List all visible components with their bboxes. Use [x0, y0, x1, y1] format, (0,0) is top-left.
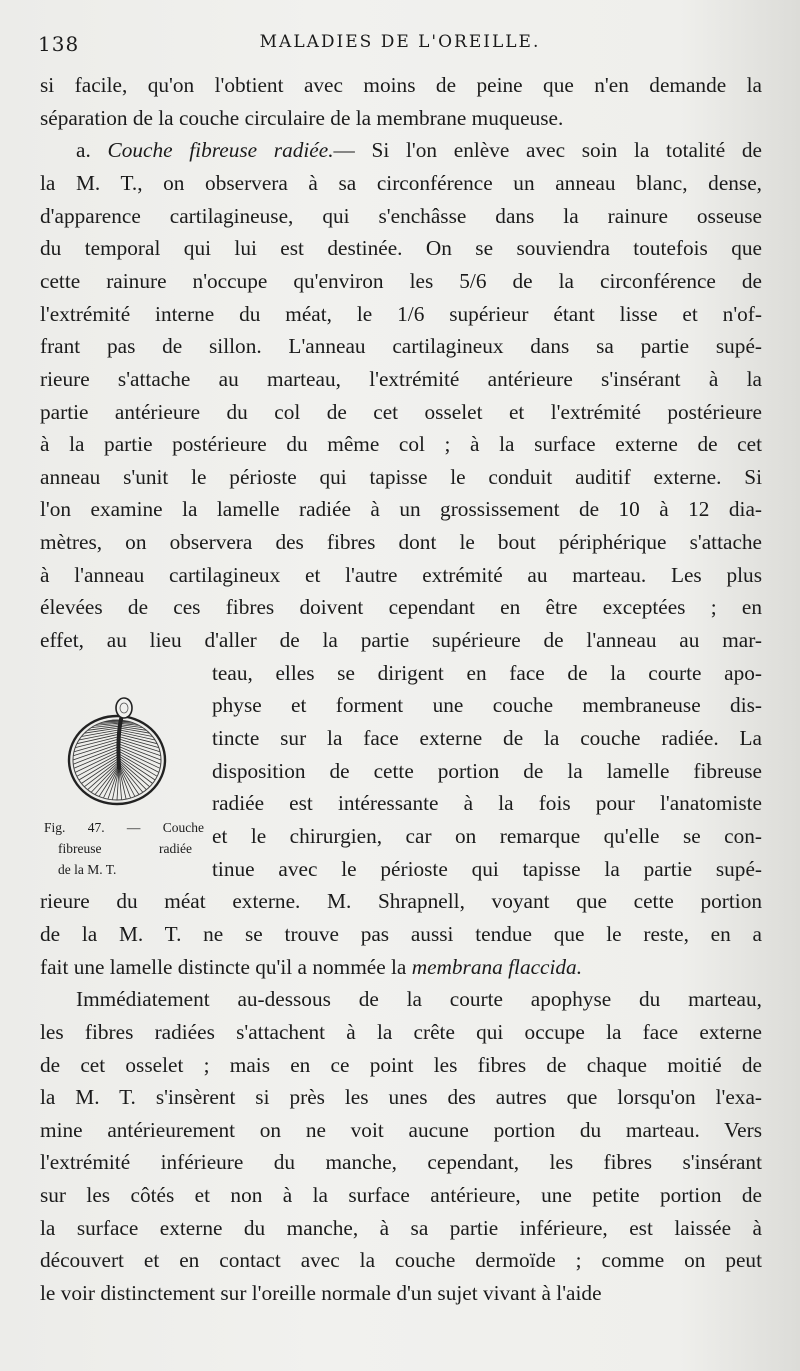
italic-text: membrana flaccida. [411, 954, 583, 979]
text-line: sur les côtés et non à la surface antérieure, une petite portion de [40, 1183, 762, 1208]
text-line: mètres, on observera des fibres dont le bout périphérique s'attache [40, 530, 762, 555]
text-line: séparation de la couche circulaire de la membrane muqueuse. [40, 105, 564, 130]
text-line: le voir distinctement sur l'oreille normale d'un sujet vivant à l'aide [40, 1281, 602, 1306]
text-line: l'on examine la lamelle radiée à un grossissement de 10 à 12 dia- [40, 497, 762, 522]
text-line: Immédiatement au-dessous de la courte apophyse du marteau, [76, 987, 762, 1012]
running-title: MALADIES DE L'OREILLE. [259, 32, 541, 52]
text-line: de cet osselet ; mais en ce point les fibres de chaque moitié de [40, 1052, 762, 1077]
fibre-stroke [73, 747, 119, 765]
text-line: disposition de cette portion de la lamelle fibreuse [212, 758, 762, 783]
text-line: à la partie postérieure du même col ; à la surface externe de cet [40, 432, 762, 457]
text-line: a. Couche fibreuse radiée.— Si l'on enlève avec soin la totalité de [76, 138, 762, 163]
text-line: et le chirurgien, car on remarque qu'elle se con- [212, 823, 762, 848]
text-line: d'apparence cartilagineuse, qui s'enchâsse dans la rainure osseuse [40, 203, 762, 228]
caption-line: fibreuse radiée [58, 841, 192, 856]
text-line: partie antérieure du col de cet osselet et l'extrémité postérieure [40, 399, 762, 424]
text-line: la surface externe du manche, à sa partie inférieure, est laissée à [40, 1215, 762, 1240]
text-line: la M. T. s'insèrent si près les unes des autres que lorsqu'on l'exa- [40, 1085, 762, 1110]
text-line: rieure s'attache au marteau, l'extrémité antérieure s'insérant à la [40, 366, 762, 391]
fibre-stroke [119, 739, 160, 752]
fibre-stroke [73, 742, 119, 756]
text-line: découvert et en contact avec la couche dermoïde ; comme on peut [40, 1248, 762, 1273]
text-line: à l'anneau cartilagineux et l'autre extrémité au marteau. Les plus [40, 562, 762, 587]
text-line: si facile, qu'on l'obtient avec moins de peine que n'en demande la [40, 73, 762, 97]
caption-line: Fig. 47. — Couche [44, 820, 204, 835]
text-line: frant pas de sillon. L'anneau cartilagineux dans sa partie supé- [40, 334, 762, 359]
text-line: anneau s'unit le périoste qui tapisse le conduit auditif externe. Si [40, 464, 762, 489]
caption-line: de la M. T. [58, 862, 117, 877]
text-line: tincte sur la face externe de la couche radiée. La [212, 726, 762, 750]
text-line: tinue avec le périoste qui tapisse la partie supé- [212, 856, 762, 881]
text-line: de la M. T. ne se trouve pas aussi tendue que le reste, en a [40, 921, 762, 946]
text-line: teau, elles se dirigent en face de la courte apo- [212, 660, 762, 685]
text-line: mine antérieurement on ne voit aucune portion du marteau. Vers [40, 1117, 762, 1142]
text-line: effet, au lieu d'aller de la partie supérieure de l'anneau au mar- [40, 628, 762, 653]
text-line: fait une lamelle distincte qu'il a nommée la membrana flaccida. [40, 954, 583, 979]
text-line: radiée est intéressante à la fois pour l'anatomiste [212, 791, 762, 816]
text-line: rieure du méat externe. M. Shrapnell, voyant que cette portion [40, 889, 762, 914]
fibre-stroke [74, 739, 119, 752]
text-line: physe et forment une couche membraneuse dis- [212, 693, 762, 718]
page-number: 138 [38, 32, 80, 56]
fibrous-layer-figure [62, 690, 172, 810]
text-line: l'extrémité interne du méat, le 1/6 supérieur étant lisse et n'of- [40, 301, 762, 326]
text-line: les fibres radiées s'attachent à la crête qui occupe la face externe [40, 1019, 762, 1044]
text-line: élevées de ces fibres doivent cependant en être exceptées ; en [40, 595, 762, 620]
italic-text: Couche fibreuse radiée. [107, 138, 334, 163]
text-line: du temporal qui lui est destinée. On se souviendra toutefois que [40, 236, 762, 261]
text-line: l'extrémité inférieure du manche, cependant, les fibres s'insérant [40, 1150, 762, 1175]
fibre-stroke [119, 747, 161, 765]
text-line: la M. T., on observera à sa circonférence un anneau blanc, dense, [40, 170, 762, 195]
fibre-stroke [119, 766, 135, 797]
fibre-stroke [119, 742, 161, 756]
text-line: cette rainure n'occupe qu'environ les 5/6 de la circonférence de [40, 268, 762, 293]
